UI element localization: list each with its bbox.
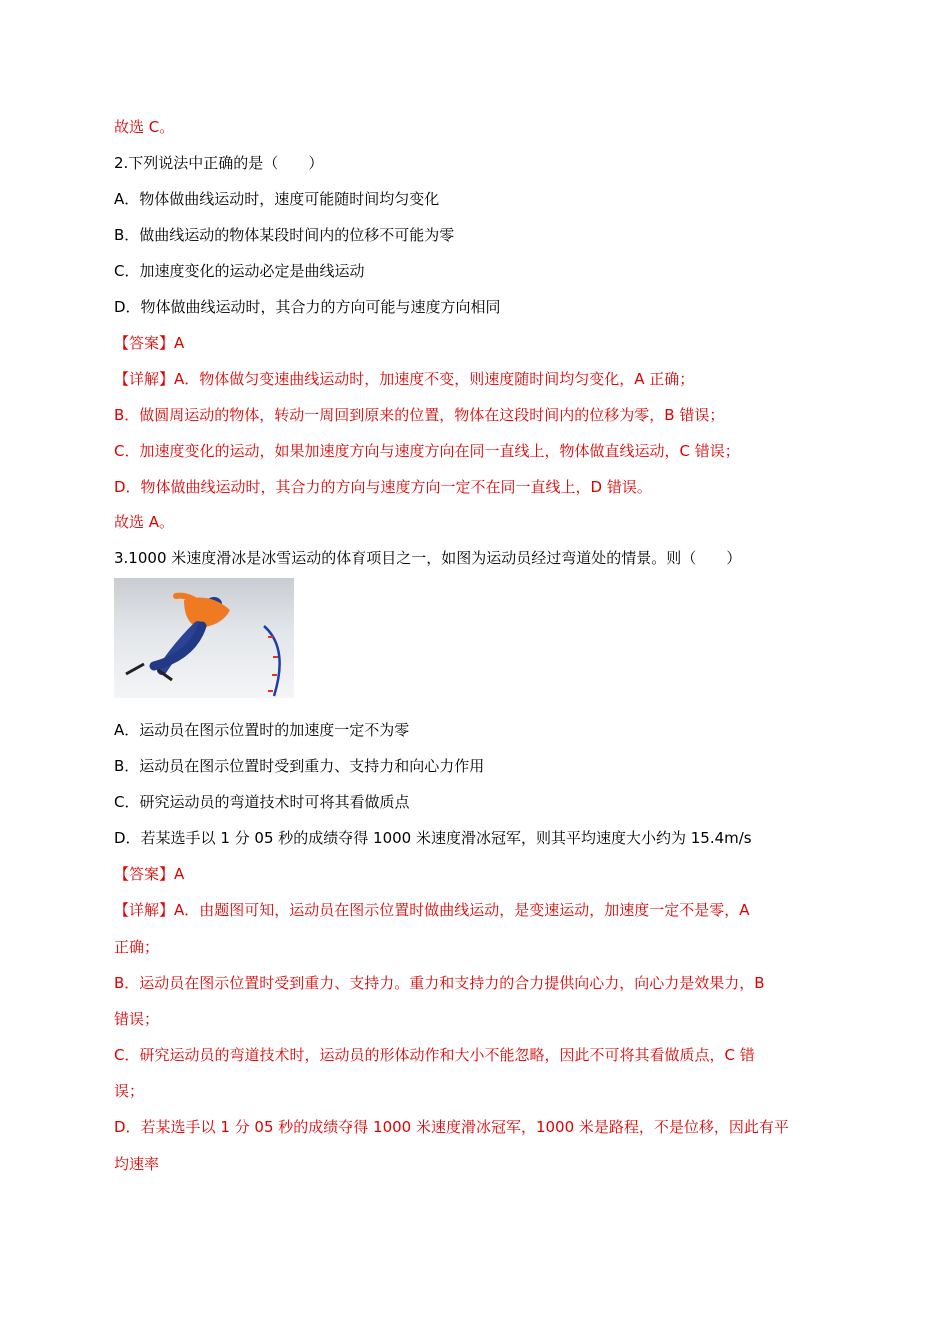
question-3-explanation-line-5: C．研究运动员的弯道技术时，运动员的形体动作和大小不能忽略，因此不可将其看做质点，C 错 <box>114 1046 755 1064</box>
speed-skater-photo <box>114 578 294 698</box>
question-2-explanation-c: C．加速度变化的运动，如果加速度方向与速度方向在同一直线上，物体做直线运动，C 错误； <box>114 442 740 460</box>
question-2-explanation-a: 【详解】A．物体做匀变速曲线运动时，加速度不变，则速度随时间均匀变化，A 正确； <box>114 370 695 388</box>
question-3-explanation-line-6: 误； <box>114 1082 145 1100</box>
question-3-explanation-line-3: B．运动员在图示位置时受到重力、支持力。重力和支持力的合力提供向心力，向心力是效果力，B <box>114 974 765 992</box>
question-2-option-b: B．做曲线运动的物体某段时间内的位移不可能为零 <box>114 226 455 244</box>
question-3-stem: 3.1000 米速度滑冰是冰雪运动的体育项目之一，如图为运动员经过弯道处的情景。则（ ） <box>114 549 742 567</box>
question-3-answer: 【答案】A <box>114 865 185 883</box>
question-2-answer: 【答案】A <box>114 334 185 352</box>
question-2-option-a: A．物体做曲线运动时，速度可能随时间均匀变化 <box>114 190 440 208</box>
question-3-explanation-line-8: 均速率 <box>114 1155 160 1173</box>
question-2-option-d: D．物体做曲线运动时，其合力的方向可能与速度方向相同 <box>114 298 501 316</box>
question-2-conclusion: 故选 A。 <box>114 513 175 531</box>
question-3-explanation-line-4: 错误； <box>114 1010 160 1028</box>
question-3-explanation-line-2: 正确； <box>114 938 160 956</box>
question-3-option-c: C．研究运动员的弯道技术时可将其看做质点 <box>114 793 410 811</box>
question-3-option-b: B．运动员在图示位置时受到重力、支持力和向心力作用 <box>114 757 485 775</box>
question-2-stem: 2.下列说法中正确的是（ ） <box>114 154 324 172</box>
ice-background <box>114 578 294 698</box>
question-3-option-a: A．运动员在图示位置时的加速度一定不为零 <box>114 721 410 739</box>
question-3-explanation-line-7: D．若某选手以 1 分 05 秒的成绩夺得 1000 米速度滑冰冠军，1000 米是路程，不是位移，因此有平 <box>114 1118 789 1136</box>
question-3-explanation-line-1: 【详解】A．由题图可知，运动员在图示位置时做曲线运动，是变速运动，加速度一定不是零，A <box>114 901 750 919</box>
question-2-explanation-d: D．物体做曲线运动时，其合力的方向与速度方向一定不在同一直线上，D 错误。 <box>114 478 652 496</box>
question-3-option-d: D．若某选手以 1 分 05 秒的成绩夺得 1000 米速度滑冰冠军，则其平均速度大小约为 15.4m/s <box>114 829 752 847</box>
question-2-explanation-b: B．做圆周运动的物体，转动一周回到原来的位置，物体在这段时间内的位移为零，B 错误； <box>114 406 725 424</box>
question-2-option-c: C．加速度变化的运动必定是曲线运动 <box>114 262 365 280</box>
previous-conclusion: 故选 C。 <box>114 118 175 136</box>
